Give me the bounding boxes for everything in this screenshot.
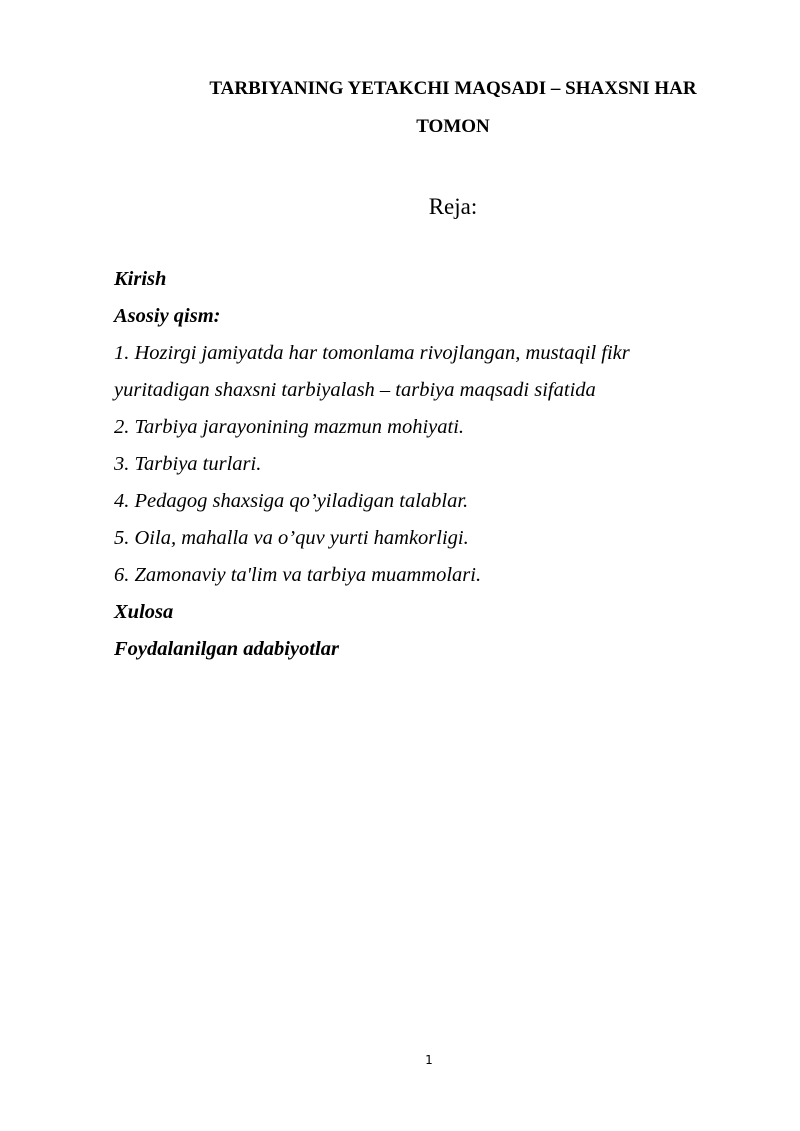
- outline-main-part: Asosiy qism:: [114, 305, 221, 327]
- outline-item: 4. Pedagog shaxsiga qo’yiladigan talablar.: [114, 490, 469, 512]
- outline-item: 6. Zamonaviy ta'lim va tarbiya muammolari.: [114, 564, 482, 586]
- page-number: 1: [425, 1053, 433, 1067]
- outline-item: 1. Hozirgi jamiyatda har tomonlama rivojlangan, mustaqil fikr: [114, 342, 630, 364]
- title-line-1: TARBIYANING YETAKCHI MAQSADI – SHAXSNI HAR: [209, 78, 697, 99]
- outline-references: Foydalanilgan adabiyotlar: [114, 638, 339, 660]
- document-title: [120, 70, 786, 146]
- outline-item: yuritadigan shaxsni tarbiyalash – tarbiya maqsadi sifatida: [114, 379, 596, 401]
- outline-item: 2. Tarbiya jarayonining mazmun mohiyati.: [114, 416, 465, 438]
- outline-item: 5. Oila, mahalla va o’quv yurti hamkorligi.: [114, 527, 469, 549]
- outline-conclusion: Xulosa: [114, 601, 174, 623]
- outline-item: 3. Tarbiya turlari.: [114, 453, 262, 475]
- plan-outline: [114, 261, 754, 668]
- title-line-2: TOMON: [416, 116, 490, 137]
- outline-intro: Kirish: [114, 268, 167, 290]
- plan-heading: Reja:: [428, 194, 478, 219]
